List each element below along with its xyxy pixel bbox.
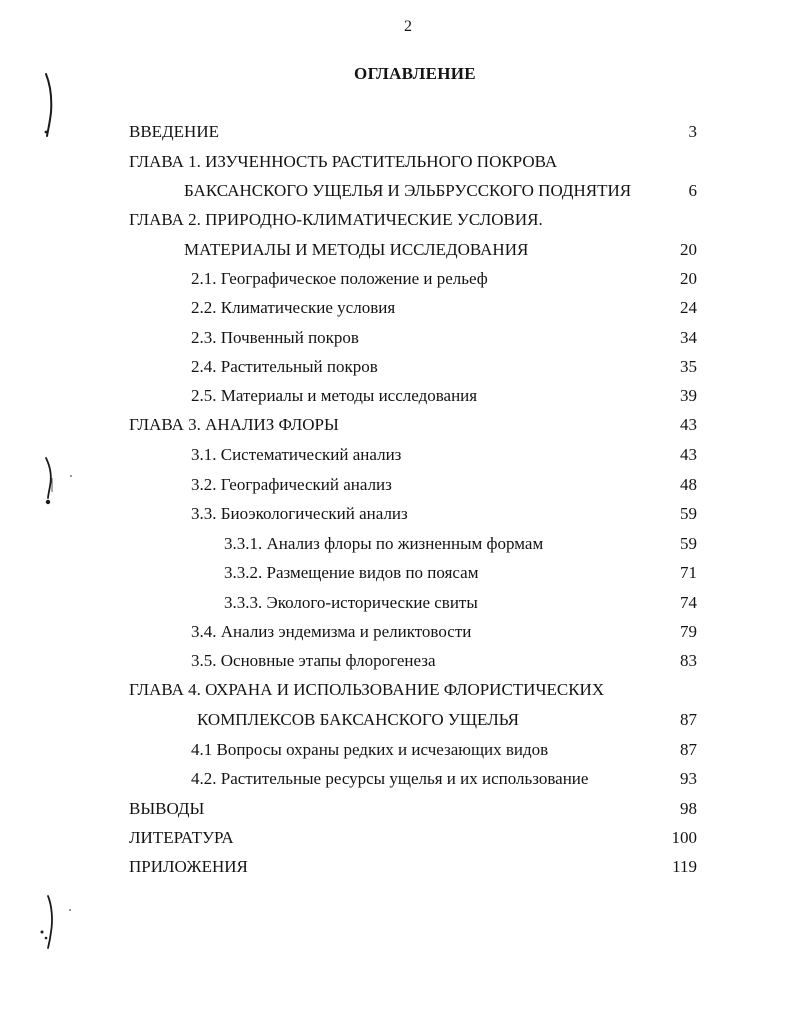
binding-mark-icon bbox=[40, 70, 60, 140]
toc-entry-page: 20 bbox=[680, 240, 697, 259]
toc-entry-label: КОМПЛЕКСОВ БАКСАНСКОГО УЩЕЛЬЯ bbox=[197, 710, 519, 729]
toc-entry-label: 2.1. Географическое положение и рельеф bbox=[191, 269, 488, 288]
toc-entry-label: ГЛАВА 4. ОХРАНА И ИСПОЛЬЗОВАНИЕ ФЛОРИСТИЧЕСКИХ bbox=[129, 680, 605, 699]
toc-entry-label: 3.4. Анализ эндемизма и реликтовости bbox=[191, 622, 472, 641]
toc-entry[interactable] bbox=[0, 238, 794, 262]
toc-entry-page: 39 bbox=[680, 386, 697, 405]
toc-entry-page: 59 bbox=[680, 504, 697, 523]
toc-entry-label: 3.3.3. Эколого-исторические свиты bbox=[224, 593, 478, 612]
toc-entry-page: 79 bbox=[680, 622, 697, 641]
toc-entry[interactable] bbox=[0, 120, 794, 144]
toc-entry[interactable] bbox=[0, 473, 794, 497]
toc-entry[interactable] bbox=[0, 502, 794, 526]
toc-entry-page: 98 bbox=[680, 799, 697, 818]
toc-entry-label: 3.3.2. Размещение видов по поясам bbox=[224, 563, 479, 582]
toc-entry-page: 74 bbox=[680, 593, 697, 612]
toc-entry-page: 3 bbox=[688, 122, 697, 141]
toc-entry[interactable] bbox=[0, 591, 794, 615]
toc-entry-label: ГЛАВА 2. ПРИРОДНО-КЛИМАТИЧЕСКИЕ УСЛОВИЯ. bbox=[129, 210, 543, 229]
toc-entry-label: 3.3.1. Анализ флоры по жизненным формам bbox=[224, 534, 544, 553]
toc-entry[interactable] bbox=[0, 179, 794, 203]
toc-entry-label: 2.3. Почвенный покров bbox=[191, 328, 359, 347]
toc-entry-page: 43 bbox=[680, 445, 697, 464]
toc-entry[interactable] bbox=[0, 649, 794, 673]
toc-entry-label: ГЛАВА 3. АНАЛИЗ ФЛОРЫ bbox=[129, 415, 339, 434]
toc-entry[interactable] bbox=[0, 826, 794, 850]
toc-entry[interactable] bbox=[0, 738, 794, 762]
toc-entry[interactable] bbox=[0, 620, 794, 644]
toc-entry-label: МАТЕРИАЛЫ И МЕТОДЫ ИССЛЕДОВАНИЯ bbox=[184, 240, 529, 259]
toc-entry-label: ГЛАВА 1. ИЗУЧЕННОСТЬ РАСТИТЕЛЬНОГО ПОКРОВА bbox=[129, 152, 558, 171]
toc-entry-label: БАКСАНСКОГО УЩЕЛЬЯ И ЭЛЬБРУССКОГО ПОДНЯТИЯ bbox=[184, 181, 632, 200]
toc-entry[interactable] bbox=[0, 296, 794, 320]
toc-entry[interactable] bbox=[0, 767, 794, 791]
toc-entry-page: 119 bbox=[672, 857, 697, 876]
toc-entry-label: 4.2. Растительные ресурсы ущелья и их использование bbox=[191, 769, 589, 788]
toc-entry[interactable] bbox=[0, 855, 794, 879]
toc-entry[interactable] bbox=[0, 797, 794, 821]
binding-mark-icon bbox=[36, 890, 76, 954]
toc-entry[interactable] bbox=[0, 561, 794, 585]
toc-entry[interactable] bbox=[0, 678, 794, 702]
toc-entry-label: ЛИТЕРАТУРА bbox=[129, 828, 234, 847]
toc-entry[interactable] bbox=[0, 326, 794, 350]
toc-entry-page: 87 bbox=[680, 710, 697, 729]
toc-entry[interactable] bbox=[0, 355, 794, 379]
page-number: 2 bbox=[404, 18, 412, 35]
toc-entry[interactable] bbox=[0, 708, 794, 732]
toc-entry-label: 2.2. Климатические условия bbox=[191, 298, 396, 317]
toc-entry-label: 3.1. Систематический анализ bbox=[191, 445, 402, 464]
toc-entry[interactable] bbox=[0, 208, 794, 232]
toc-entry-label: 2.4. Растительный покров bbox=[191, 357, 378, 376]
toc-entry-page: 48 bbox=[680, 475, 697, 494]
toc-entry-label: ВЫВОДЫ bbox=[129, 799, 205, 818]
toc-entry-label: 4.1 Вопросы охраны редких и исчезающих видов bbox=[191, 740, 549, 759]
toc-entry-page: 71 bbox=[680, 563, 697, 582]
toc-entry-page: 34 bbox=[680, 328, 697, 347]
toc-entry[interactable] bbox=[0, 384, 794, 408]
toc-entry-page: 43 bbox=[680, 415, 697, 434]
toc-entry-page: 6 bbox=[688, 181, 697, 200]
toc-entry[interactable] bbox=[0, 532, 794, 556]
toc-entry-label: ВВЕДЕНИЕ bbox=[129, 122, 219, 141]
toc-entry-page: 59 bbox=[680, 534, 697, 553]
toc-entry[interactable] bbox=[0, 267, 794, 291]
toc-entry-page: 35 bbox=[680, 357, 697, 376]
toc-entry[interactable] bbox=[0, 150, 794, 174]
toc-entry-page: 87 bbox=[680, 740, 697, 759]
toc-entry-label: 3.5. Основные этапы флорогенеза bbox=[191, 651, 436, 670]
toc-entry-page: 20 bbox=[680, 269, 697, 288]
toc-entry-page: 83 bbox=[680, 651, 697, 670]
toc-entry-page: 100 bbox=[671, 828, 697, 847]
toc-entry-label: ПРИЛОЖЕНИЯ bbox=[129, 857, 248, 876]
toc-entry-label: 3.2. Географический анализ bbox=[191, 475, 392, 494]
toc-entry-page: 24 bbox=[680, 298, 697, 317]
toc-entry-label: 3.3. Биоэкологический анализ bbox=[191, 504, 408, 523]
binding-mark-icon bbox=[38, 452, 78, 512]
toc-entry-page: 93 bbox=[680, 769, 697, 788]
toc-entry[interactable] bbox=[0, 413, 794, 437]
toc-entry[interactable] bbox=[0, 443, 794, 467]
page-title: ОГЛАВЛЕНИЕ bbox=[354, 64, 476, 83]
toc-entry-label: 2.5. Материалы и методы исследования bbox=[191, 386, 478, 405]
